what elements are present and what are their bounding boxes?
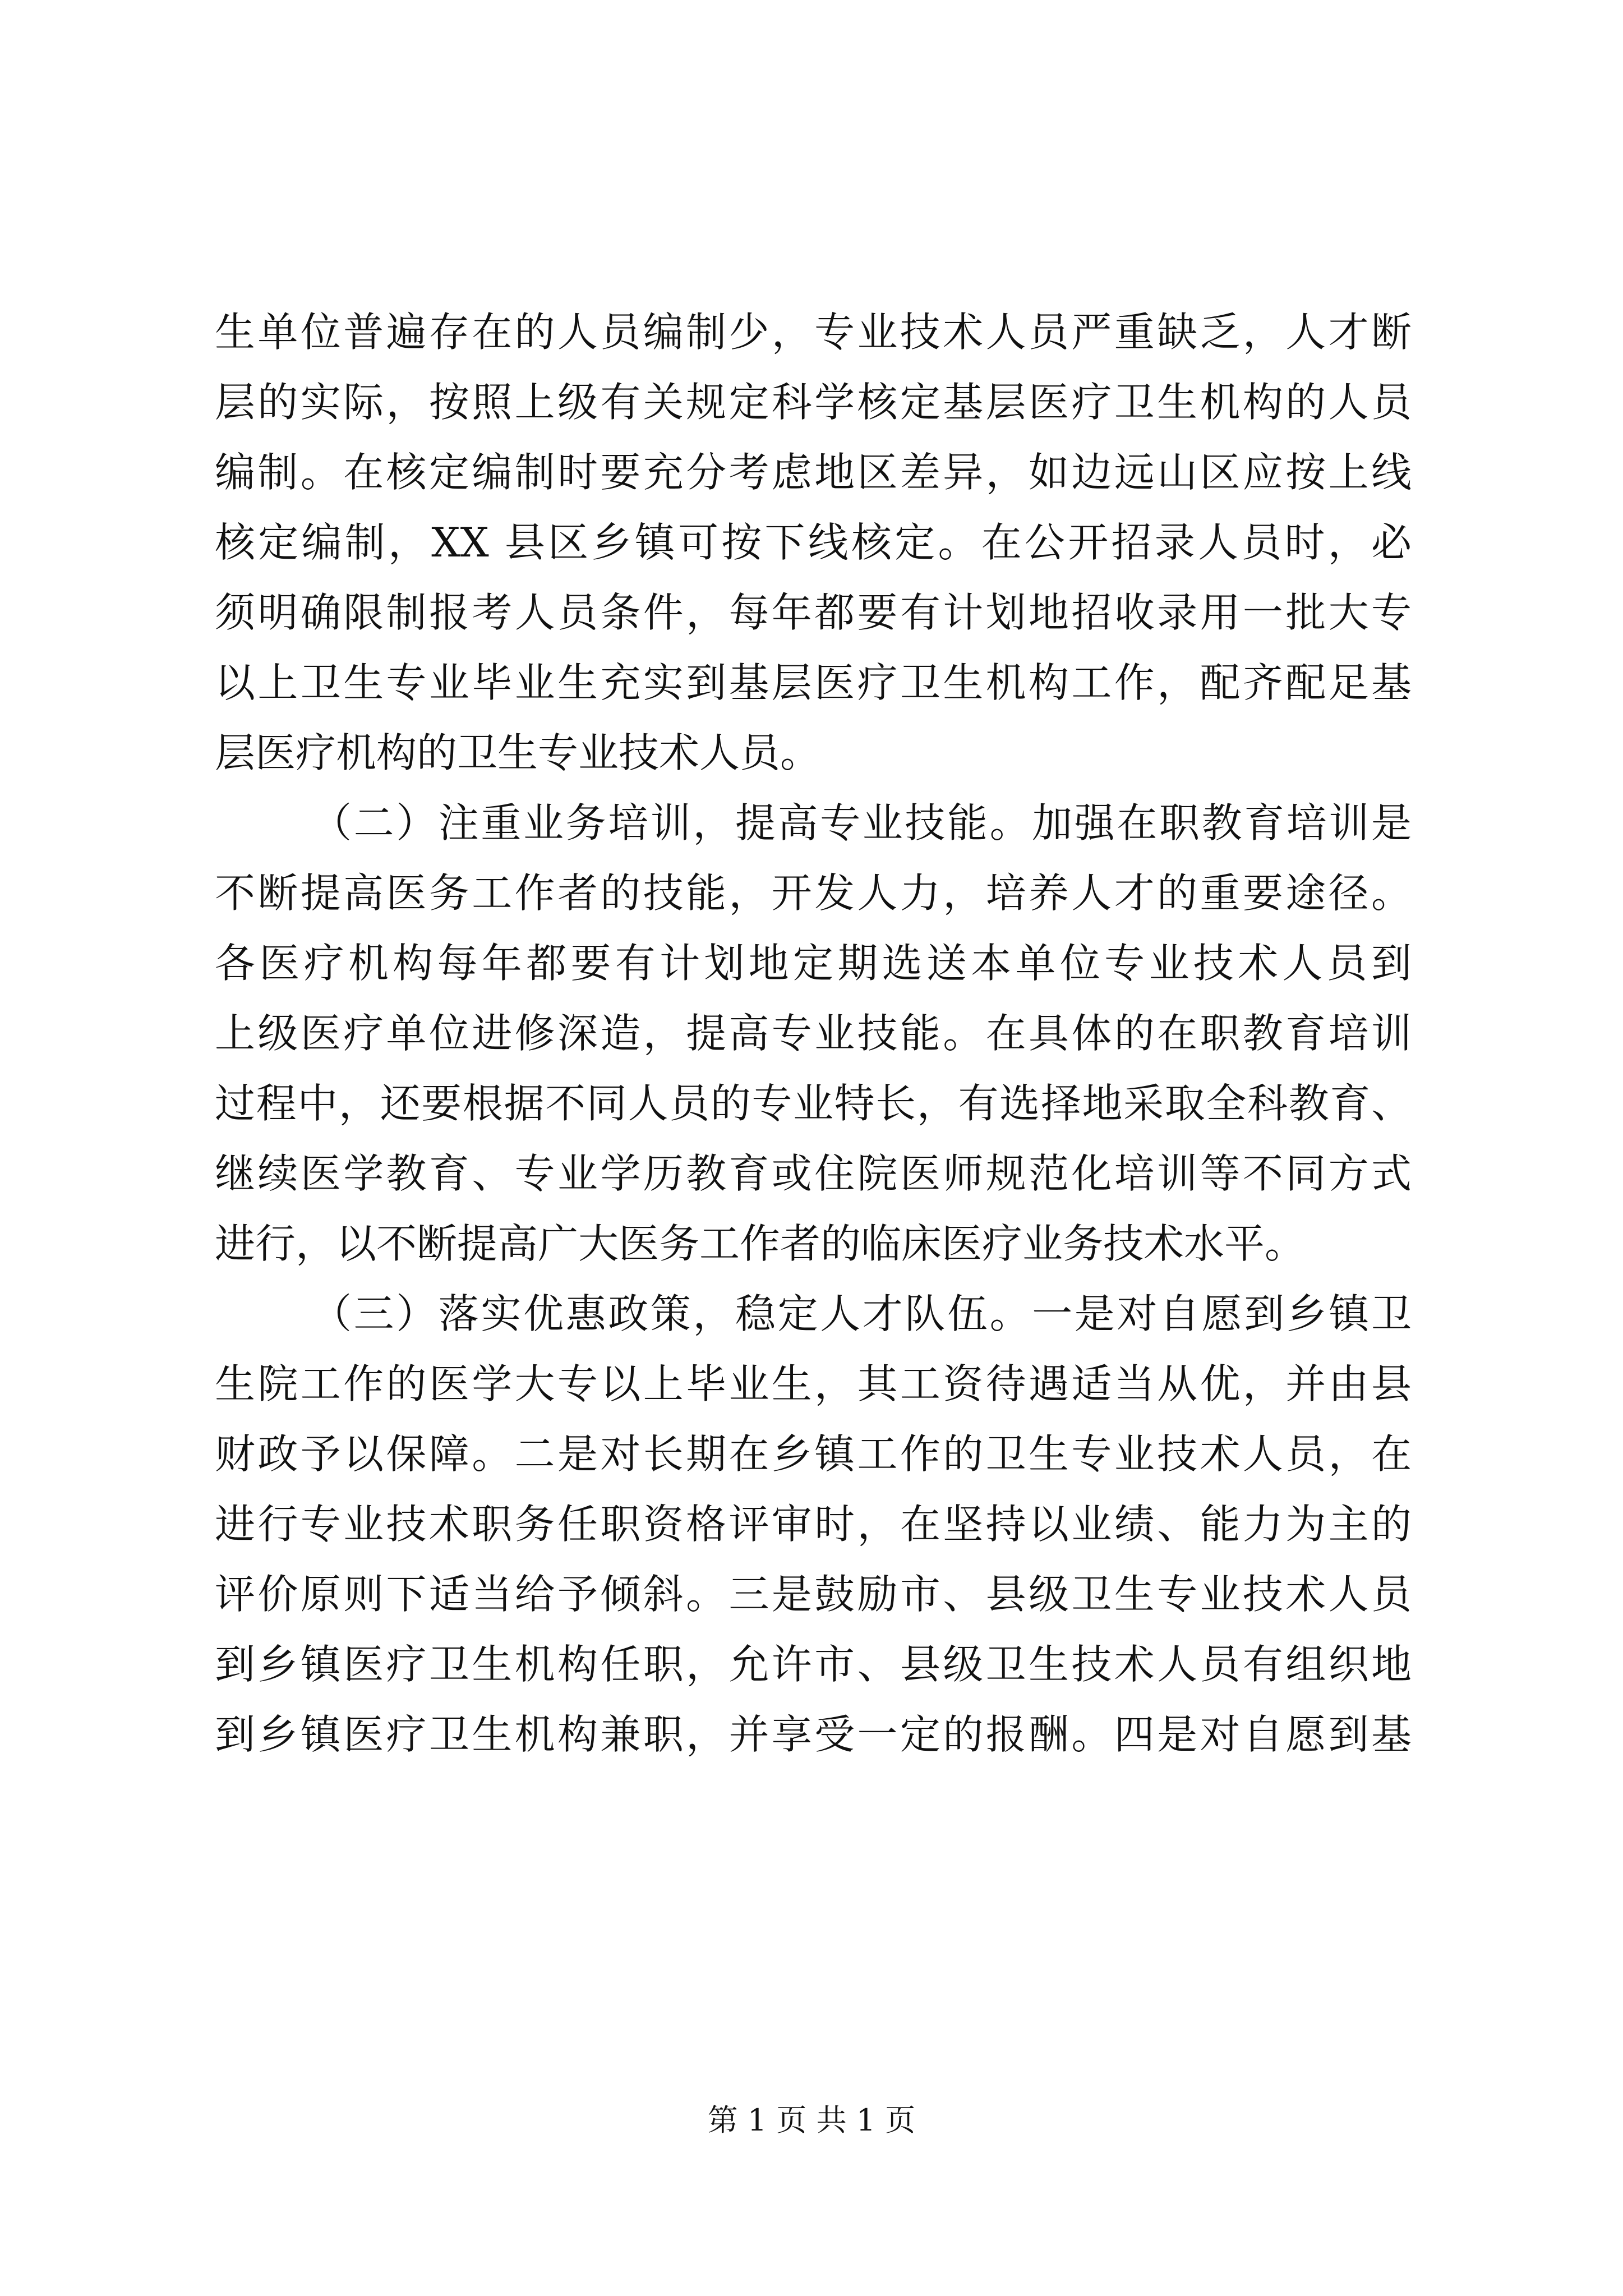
text-line: 层医疗机构的卫生专业技术人员。 xyxy=(215,729,821,776)
text-line: 继续医学教育、专业学历教育或住院医师规范化培训等不同方式 xyxy=(215,1150,1412,1197)
paragraph-heading-line: （二）注重业务培训，提高专业技能。加强在职教育培训是 xyxy=(311,799,1412,846)
text-line: 不断提高医务工作者的技能，开发人力，培养人才的重要途径。 xyxy=(215,869,1412,917)
page-number-footer: 第 1 页 共 1 页 xyxy=(707,2102,916,2138)
text-line: 生院工作的医学大专以上毕业生，其工资待遇适当从优，并由县 xyxy=(215,1360,1412,1407)
text-line: 各医疗机构每年都要有计划地定期选送本单位专业技术人员到 xyxy=(215,940,1412,987)
text-line: 进行专业技术职务任职资格评审时，在坚持以业绩、能力为主的 xyxy=(215,1501,1412,1548)
text-line: 评价原则下适当给予倾斜。三是鼓励市、县级卫生专业技术人员 xyxy=(215,1571,1412,1618)
text-line: 生单位普遍存在的人员编制少，专业技术人员严重缺乏，人才断 xyxy=(215,309,1412,356)
text-line: 核定编制，XX 县区乡镇可按下线核定。在公开招录人员时，必 xyxy=(215,519,1412,566)
document-body xyxy=(215,297,1412,1770)
text-line: 过程中，还要根据不同人员的专业特长，有选择地采取全科教育、 xyxy=(215,1080,1412,1127)
text-line: 以上卫生专业毕业生充实到基层医疗卫生机构工作，配齐配足基 xyxy=(215,659,1412,706)
text-line: 到乡镇医疗卫生机构兼职，并享受一定的报酬。四是对自愿到基 xyxy=(215,1711,1412,1758)
text-line: 层的实际，按照上级有关规定科学核定基层医疗卫生机构的人员 xyxy=(215,379,1412,426)
paragraph-heading-line: （三）落实优惠政策，稳定人才队伍。一是对自愿到乡镇卫 xyxy=(311,1290,1412,1337)
text-line: 到乡镇医疗卫生机构任职，允许市、县级卫生技术人员有组织地 xyxy=(215,1641,1412,1688)
text-line: 编制。在核定编制时要充分考虑地区差异，如边远山区应按上线 xyxy=(215,449,1412,496)
text-line: 上级医疗单位进修深造，提高专业技能。在具体的在职教育培训 xyxy=(215,1010,1412,1057)
text-line: 进行，以不断提高广大医务工作者的临床医疗业务技术水平。 xyxy=(215,1220,1306,1267)
text-line: 财政予以保障。二是对长期在乡镇工作的卫生专业技术人员，在 xyxy=(215,1430,1412,1478)
text-line: 须明确限制报考人员条件，每年都要有计划地招收录用一批大专 xyxy=(215,589,1412,636)
